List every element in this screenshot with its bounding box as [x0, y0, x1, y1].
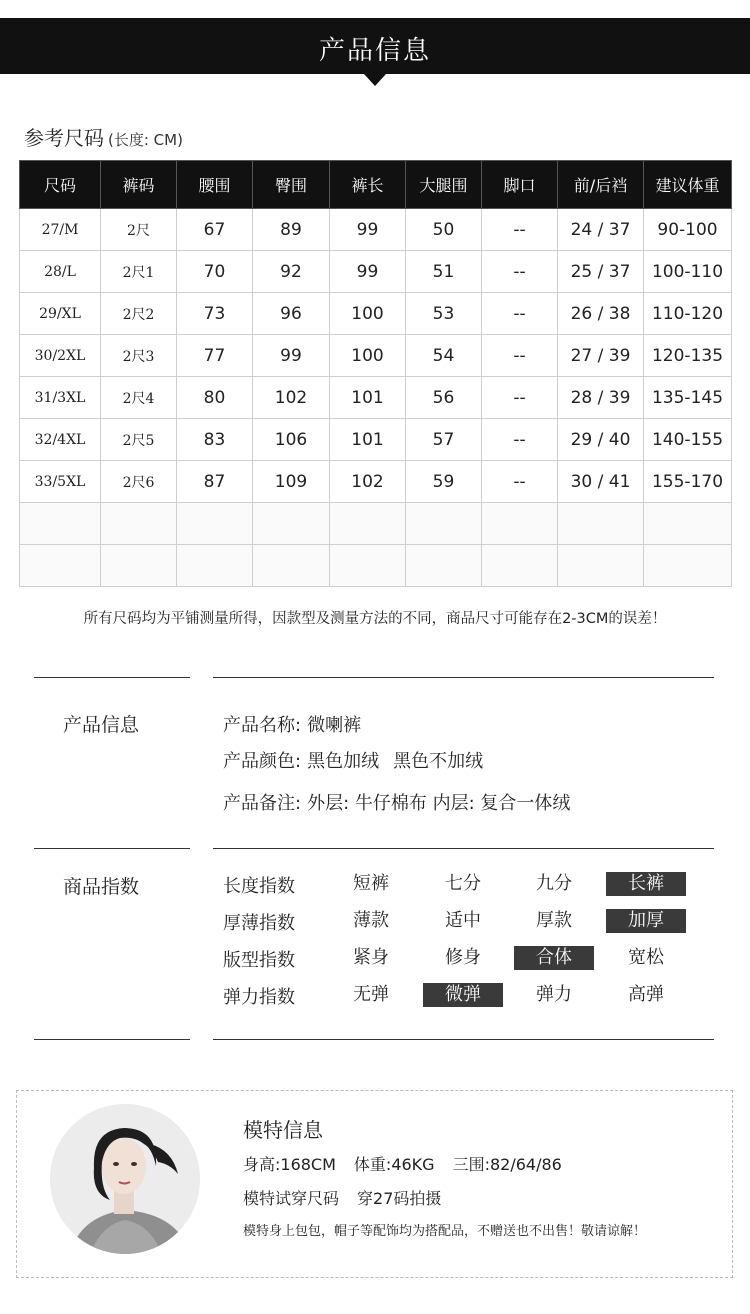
table-row [20, 209, 732, 251]
model-weight: 体重:46KG [353, 1155, 435, 1174]
model-trial-label: 模特试穿尺码 [243, 1189, 340, 1208]
table-cell: 30/2XL [20, 335, 101, 377]
table-cell: 106 [253, 419, 330, 461]
table-row [20, 377, 732, 419]
table-cell: 67 [177, 209, 253, 251]
table-cell: 30 / 41 [558, 461, 644, 503]
table-cell: 120-135 [644, 335, 732, 377]
table-cell: 56 [406, 377, 482, 419]
table-cell: 26 / 38 [558, 293, 644, 335]
table-cell-empty [177, 503, 253, 545]
header-cell: 裤码 [101, 161, 177, 209]
index-row-label: 弹力指数 [223, 987, 295, 1008]
header-cell: 腰围 [177, 161, 253, 209]
divider [213, 1039, 714, 1040]
index-option: 七分 [445, 873, 481, 894]
banner-title: 产品信息 [318, 36, 431, 66]
table-cell: 2尺2 [101, 293, 177, 335]
table-cell: 50 [406, 209, 482, 251]
table-cell-empty [558, 503, 644, 545]
table-cell: 28 / 39 [558, 377, 644, 419]
model-height: 身高:168CM [243, 1155, 336, 1174]
table-cell: 100 [330, 335, 406, 377]
table-cell: 2尺1 [101, 251, 177, 293]
model-trial-line [243, 1186, 459, 1209]
table-cell-empty [253, 503, 330, 545]
index-option-selected: 微弹 [423, 983, 503, 1007]
index-option: 高弹 [628, 984, 664, 1005]
table-cell: -- [482, 251, 558, 293]
index-row-label: 厚薄指数 [223, 913, 295, 934]
table-cell: -- [482, 377, 558, 419]
divider [34, 848, 190, 849]
table-cell: 70 [177, 251, 253, 293]
table-cell: 87 [177, 461, 253, 503]
table-cell-empty [482, 545, 558, 587]
table-cell: 110-120 [644, 293, 732, 335]
product-remark-line [223, 789, 584, 815]
size-title: 参考尺码 [24, 126, 104, 150]
index-row-label: 版型指数 [223, 950, 295, 971]
table-cell: 99 [253, 335, 330, 377]
table-cell-empty [101, 503, 177, 545]
product-remark-value: 外层: 牛仔棉布 内层: 复合一体绒 [307, 793, 571, 814]
index-option: 薄款 [353, 910, 389, 931]
size-table-header [20, 161, 732, 209]
product-name-label: 产品名称: [223, 715, 302, 736]
index-option-selected: 加厚 [606, 909, 686, 933]
table-cell: 2尺5 [101, 419, 177, 461]
table-cell: 2尺3 [101, 335, 177, 377]
product-color-value: 黑色不加绒 [393, 751, 484, 772]
table-cell: 54 [406, 335, 482, 377]
index-option: 宽松 [628, 947, 664, 968]
table-cell-empty [20, 503, 101, 545]
table-cell: 109 [253, 461, 330, 503]
table-cell: 101 [330, 419, 406, 461]
index-option: 适中 [445, 910, 481, 931]
header-cell: 前/后裆 [558, 161, 644, 209]
divider [213, 677, 714, 678]
model-photo-icon [50, 1104, 200, 1254]
table-cell: 90-100 [644, 209, 732, 251]
divider [213, 848, 714, 849]
size-table [19, 160, 732, 587]
table-row [20, 335, 732, 377]
table-cell: -- [482, 209, 558, 251]
table-cell: 53 [406, 293, 482, 335]
table-cell: 57 [406, 419, 482, 461]
table-cell: 101 [330, 377, 406, 419]
table-cell: 155-170 [644, 461, 732, 503]
table-cell: 24 / 37 [558, 209, 644, 251]
table-cell-empty [558, 545, 644, 587]
table-cell: 51 [406, 251, 482, 293]
index-option: 修身 [445, 947, 481, 968]
product-color-line [223, 747, 497, 773]
measurement-note: 所有尺码均为平铺测量所得，因款型及测量方法的不同，商品尺寸可能存在2-3CM的误差！ [83, 611, 667, 627]
table-cell: 100-110 [644, 251, 732, 293]
index-option: 短裤 [353, 873, 389, 894]
product-color-value: 黑色加绒 [307, 751, 380, 772]
table-row-empty [20, 545, 732, 587]
index-row-label: 长度指数 [223, 876, 295, 897]
table-row [20, 251, 732, 293]
table-cell: 25 / 37 [558, 251, 644, 293]
table-cell-empty [644, 545, 732, 587]
table-cell: -- [482, 335, 558, 377]
table-cell: 100 [330, 293, 406, 335]
table-cell: 32/4XL [20, 419, 101, 461]
table-cell: 28/L [20, 251, 101, 293]
table-cell: 80 [177, 377, 253, 419]
table-cell-empty [482, 503, 558, 545]
table-cell-empty [644, 503, 732, 545]
table-cell: 83 [177, 419, 253, 461]
table-cell: 27/M [20, 209, 101, 251]
product-name-line [223, 711, 375, 737]
table-cell: 99 [330, 251, 406, 293]
table-row [20, 419, 732, 461]
table-cell: 2尺 [101, 209, 177, 251]
product-color-label: 产品颜色: [223, 751, 302, 772]
index-option: 紧身 [353, 947, 389, 968]
table-cell: 77 [177, 335, 253, 377]
table-cell: 29/XL [20, 293, 101, 335]
table-cell: 102 [253, 377, 330, 419]
table-cell: 59 [406, 461, 482, 503]
index-option: 九分 [536, 873, 572, 894]
model-trial-value: 穿27码拍摄 [357, 1189, 442, 1208]
table-cell: 29 / 40 [558, 419, 644, 461]
table-cell-empty [177, 545, 253, 587]
table-cell: 31/3XL [20, 377, 101, 419]
table-row-empty [20, 503, 732, 545]
table-row [20, 461, 732, 503]
table-cell-empty [406, 503, 482, 545]
table-cell: 135-145 [644, 377, 732, 419]
table-cell: -- [482, 461, 558, 503]
table-cell: -- [482, 419, 558, 461]
model-avatar [50, 1104, 200, 1254]
divider [34, 677, 190, 678]
size-unit-note: (长度: CM) [108, 131, 183, 149]
table-cell: 2尺4 [101, 377, 177, 419]
index-option: 无弹 [353, 984, 389, 1005]
model-stats-line [243, 1152, 580, 1175]
table-cell: 92 [253, 251, 330, 293]
header-cell: 尺码 [20, 161, 101, 209]
header-banner [0, 18, 750, 74]
table-cell: 33/5XL [20, 461, 101, 503]
table-cell: 140-155 [644, 419, 732, 461]
table-cell: 102 [330, 461, 406, 503]
header-cell: 大腿围 [406, 161, 482, 209]
table-cell: 73 [177, 293, 253, 335]
index-option-selected: 合体 [514, 946, 594, 970]
index-label: 商品指数 [63, 876, 140, 898]
table-cell: 2尺6 [101, 461, 177, 503]
table-cell-empty [20, 545, 101, 587]
table-row [20, 293, 732, 335]
table-cell-empty [330, 503, 406, 545]
table-cell-empty [330, 545, 406, 587]
table-cell: 89 [253, 209, 330, 251]
product-name-value: 微喇裤 [307, 715, 362, 736]
table-cell-empty [253, 545, 330, 587]
model-title: 模特信息 [243, 1118, 323, 1142]
banner-arrow [364, 74, 386, 86]
table-cell: 27 / 39 [558, 335, 644, 377]
index-option: 弹力 [536, 984, 572, 1005]
header-cell: 臀围 [253, 161, 330, 209]
index-option-selected: 长裤 [606, 872, 686, 896]
size-section-title [24, 122, 183, 151]
model-note: 模特身上包包，帽子等配饰均为搭配品，不赠送也不出售！敬请谅解！ [243, 1224, 647, 1239]
product-remark-label: 产品备注: [223, 793, 302, 814]
header-cell: 裤长 [330, 161, 406, 209]
table-cell-empty [101, 545, 177, 587]
product-info-label: 产品信息 [63, 714, 140, 736]
table-cell-empty [406, 545, 482, 587]
header-cell: 建议体重 [644, 161, 732, 209]
divider [34, 1039, 190, 1040]
index-option: 厚款 [536, 910, 572, 931]
table-cell: 99 [330, 209, 406, 251]
table-cell: 96 [253, 293, 330, 335]
table-cell: -- [482, 293, 558, 335]
header-cell: 脚口 [482, 161, 558, 209]
model-measurements: 三围:82/64/86 [452, 1155, 562, 1174]
